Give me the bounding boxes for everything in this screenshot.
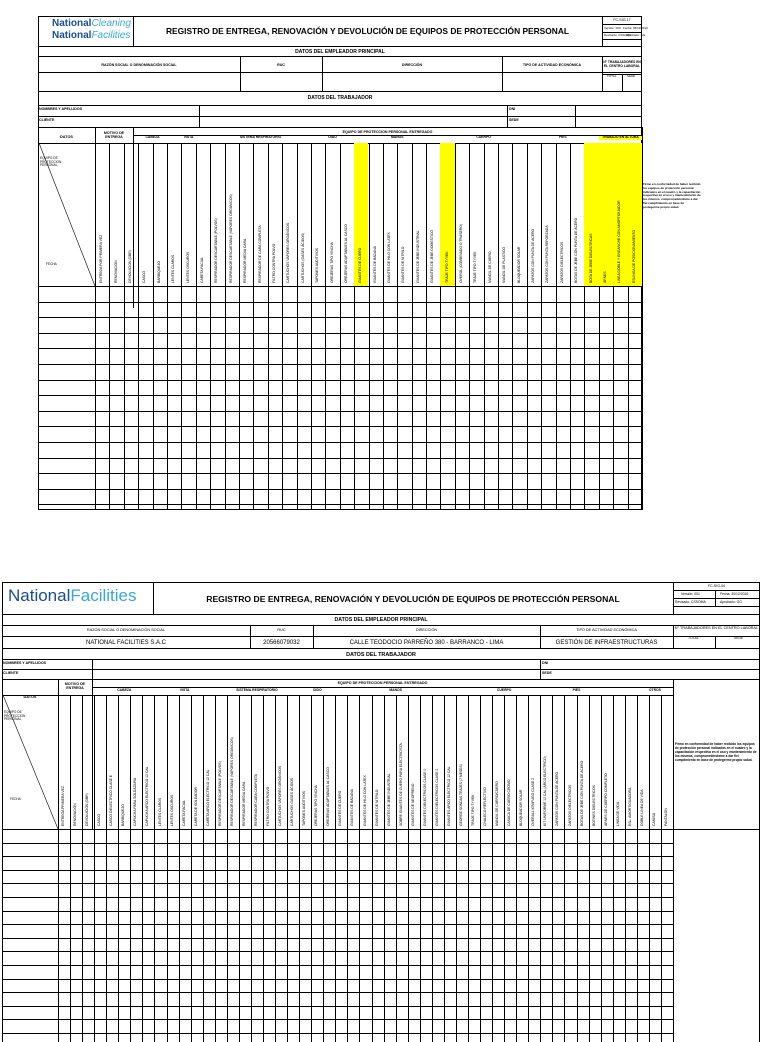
epp-column-label: CARETA DE SOLDADOR (193, 787, 198, 826)
label-dni: DNI (542, 661, 549, 665)
meta-approved: Aprobado: GG (720, 600, 742, 604)
sheet2-column-header-svg (0, 582, 760, 1042)
table-row (38, 504, 642, 505)
meta-reviewed: Revisado: CSSOMA (675, 600, 706, 604)
label-nombres: NOMBRES Y APELLIDOS (3, 661, 47, 665)
epp-column-label: CARETA FACIAL (199, 257, 204, 283)
value-razon-social: NATIONAL FACILITIES S.A.C (85, 640, 167, 646)
meta-date: Fecha: 05/11/2016 (623, 26, 648, 30)
epp-column-label: CAPUCHA PARA SOLDADURA (133, 777, 138, 826)
form-title: REGISTRO DE ENTREGA, RENOVACIÓN Y DEVOLUCIÓN DE EQUIPOS DE PROTECCIÓN PERSONAL (166, 26, 569, 36)
group-header: MANOS (389, 688, 402, 692)
label-datos: DATOS (23, 695, 37, 699)
epp-column-label: CARTUCHOS GASES ÁCIDOS (290, 778, 295, 826)
epp-column-label: RENOVACION (113, 260, 118, 283)
group-header: VISTA (183, 135, 194, 139)
form-code: FC-SIG-17 (613, 18, 631, 22)
table-row (38, 395, 642, 396)
epp-column-label: GUANTES DE BADANA (350, 789, 355, 826)
epp-column-label: RESPIRADOR MEDIA CARA (241, 781, 246, 826)
epp-column-label: ESL. AMORTIGUADORA (627, 787, 632, 826)
logo: NationalCleaning (52, 18, 131, 29)
epp-column-label: CASCO (97, 813, 102, 826)
epp-column-label: LINEA DE VIDA (615, 801, 620, 826)
form-title: REGISTRO DE ENTREGA, RENOVACIÓN Y DEVOLUCIÓN DE EQUIPOS DE PROTECCIÓN PERSONAL (206, 594, 620, 604)
epp-column-label: LENTES OSCUROS (169, 794, 174, 826)
table-row (38, 302, 642, 303)
epp-column-label: DOBLE LINEA DE VIDA (639, 789, 644, 826)
diag-label-epp: EQUIPO DE PROTECCION PERSONAL (40, 156, 62, 168)
epp-column-label: CARTUCHOS VAPORES ORGÁNICOS (278, 765, 283, 826)
epp-column-label: GUANTES DE HILO CON LATEX (362, 775, 367, 826)
table-row (38, 458, 642, 459)
epp-column-label: GUANTES DE NITRILO (401, 246, 406, 283)
epp-column-label: GUANTES DE NEOPRENO (410, 783, 415, 826)
table-row (38, 364, 642, 365)
epp-column-label: CASACA DE CUERO CROMO (507, 779, 512, 826)
sub-sede: SEDE (627, 74, 636, 78)
table-row (38, 380, 642, 381)
epp-column-label: OREJERAS TIPO VINCHA (314, 785, 319, 826)
epp-column-label: CAPUCHA ARCO ELECTRICO 12 CAL (145, 766, 150, 826)
group-header: TRABAJO EN ALTURA (599, 136, 642, 140)
epp-column-label: CHALECO REFLECTIVO (483, 787, 488, 826)
epp-column-label: ENTREGA PRIMERA VEZ (61, 786, 66, 826)
table-row (38, 411, 642, 412)
meta-version: Versión: 001 (681, 592, 700, 596)
epp-column-label: CARTUCHOS VAPORES ORGÁNICOS (286, 222, 291, 283)
epp-column-label: GUANTES DE JEBE INDUSTRIAL (415, 230, 420, 283)
col-razon-social: RAZÓN SOCIAL O DENOMINACIÓN SOCIAL (101, 63, 177, 67)
epp-column-label: GUANTES DE BADANA (372, 246, 377, 283)
value-ruc: 20566079032 (263, 640, 300, 646)
diag-label-fecha: FECHA (46, 262, 57, 266)
signature-note: Firmo en conformidad de haber recibido los equipos de protección personal indicados en el cuadro y la capacitación respectiva en el uso y mantenimiento de los mismos, comprometiéndome a dar fiel cumplimiento en base de protegerme propio salud. (643, 182, 701, 209)
epp-column-label: BLOQUEADOR SOLAR (519, 789, 524, 826)
epp-column-label: BOTINES DIELECTRICOS (591, 785, 596, 826)
group-header: SISTEMA RESPIRATORIO (239, 135, 282, 139)
table-row (2, 843, 673, 844)
table-row (2, 856, 673, 857)
form-sheet-2 (0, 582, 759, 1024)
epp-column-label: BOTA DE JEBE DIELECTRICAS (588, 233, 593, 283)
epp-column-label: PANTALON (663, 808, 668, 826)
group-header: CUERPO (476, 135, 491, 139)
group-header: MANOS (390, 135, 404, 139)
epp-column-label: ZAPATOS DIELECTRICOS (559, 241, 564, 283)
epp-column-label: RESPIRADOR DESCARTABLE (POLVOS) (217, 761, 222, 826)
col-trabajadores: N° TRABAJADORES EN EL CENTRO LABORAL (603, 60, 641, 68)
epp-column-label: CAMISA (651, 813, 656, 826)
table-row (2, 1033, 673, 1034)
diag-label-epp: EQUIPO DE PROTECCION PERSONAL (4, 710, 26, 722)
epp-column-label: BOTAS DE JEBE CON PUNTA DE ACERO (574, 217, 579, 283)
epp-column-label: RENOVACIÓN (73, 803, 78, 826)
epp-column-label: ZAPATOS CON PUNTA REFORZADA (545, 225, 550, 283)
epp-column-label: TAPONES AUDITIVOS (315, 248, 320, 283)
epp-column-label: CARETA ARCO ELECTRICO 12 CAL (205, 769, 210, 826)
meta-version: Versión: 003 (604, 26, 621, 30)
table-row (38, 442, 642, 443)
table-row (38, 473, 642, 474)
epp-column-label: RESPIRADOR CARA COMPLETA (253, 774, 258, 826)
epp-column-label: ARNES (603, 271, 607, 283)
label-sede: SEDE (509, 118, 519, 122)
table-row (2, 924, 673, 925)
label-cliente: CLIENTE (39, 118, 55, 122)
sub-total: TOTAL (607, 74, 617, 78)
group-header: VISTA (179, 688, 190, 692)
epp-column-label: RESPIRADOR DE CARA COMPLETA (257, 225, 262, 283)
table-row (2, 1006, 673, 1007)
epp-column-label: GUANTES DE HILO CON LATEX (387, 232, 392, 283)
label-datos: DATOS (60, 135, 73, 139)
epp-column-label: RESPIRADOR MEDIA CARA (243, 238, 248, 283)
epp-column-label: ZAPATOS CON PUNTA DE ACERO (555, 771, 560, 826)
table-row (2, 979, 673, 980)
table-row (38, 348, 642, 349)
label-nombres: NOMBRES Y APELLIDOS (39, 107, 83, 111)
form-code: FC-SIG-04 (707, 584, 726, 588)
epp-column-label: OVERALL IGNIFUGO CLASE 2 (531, 777, 536, 826)
table-row (2, 938, 673, 939)
col-direccion: DIRECCIÓN (415, 628, 438, 632)
group-header: CABEZA (145, 135, 160, 139)
table-row (38, 426, 642, 427)
table-row (38, 317, 642, 318)
epp-column-label: MANDIL DE CUERO (487, 251, 492, 283)
epp-column-label: OVEROL (COMBINADO O TRASERO) (459, 224, 464, 283)
epp-column-label: KIT UNIFORME 12 CAL (ARCO ELECTRICO) (543, 756, 548, 826)
epp-column-label: LENTES OSCUROS (185, 251, 190, 283)
table-row (2, 897, 673, 898)
label-dni: DNI (509, 107, 516, 111)
epp-column-label: GUANTES DE CUERO (338, 790, 343, 826)
epp-column-label: FILTRO CONTRA POLVO (266, 786, 271, 826)
col-direccion: DIRECCIÓN (401, 63, 423, 67)
group-header: OIDO (312, 688, 322, 692)
epp-column-label: GEORGE SONDAS TRAJES (7 MESES) (458, 764, 463, 826)
employer-header: DATOS DEL EMPLEADOR PRINCIPAL (295, 49, 385, 55)
label-motivo: MOTIVO DE ENTREGA (64, 682, 86, 690)
epp-column-label: MANDIL DE CUERO/CUERO (495, 781, 500, 826)
epp-column-label: MANDIL DE PLASTICO (502, 246, 507, 283)
table-row (2, 951, 673, 952)
epp-column-label: CARETA FACIAL (181, 800, 186, 826)
col-ruc: RUC (277, 63, 285, 67)
col-razon-social: RAZÓN SOCIAL O DENOMINACIÓN SOCIAL (86, 628, 166, 632)
sub-total: TOTAL (688, 636, 699, 640)
epp-column-label: ESLINGA DE POSICIONAMIENTO (631, 229, 636, 283)
col-trabajadores: N° TRABAJADORES EN EL CENTRO LABORAL (674, 626, 759, 630)
epp-column-label: RESPIRADOR DESCARTABLE (POLVOS) (214, 218, 219, 283)
epp-header: EQUIPO DE PROTECCION PERSONAL ENTREGADO (337, 681, 428, 685)
epp-column-label: LENTES CLAROS (157, 797, 162, 826)
table-row (2, 911, 673, 912)
epp-column-label: GUANTES DE JEBE DOMESTICO (430, 230, 435, 283)
col-actividad: TIPO DE ACTIVIDAD ECONÓMICA (522, 63, 582, 67)
worker-header: DATOS DEL TRABAJADOR (307, 95, 373, 101)
epp-column-label: LINEA DOBLE Y ENGANCHE CON AMORTIGUADOR (617, 200, 622, 283)
form-sheet-1 (38, 16, 701, 516)
group-header: SISTEMA RESPIRATORIO (236, 688, 278, 692)
epp-column-label: OREJERAS TIPO VINCHA (329, 242, 334, 283)
epp-column-label: OREJERAS ADAPTABLES AL CASCO (343, 224, 348, 283)
epp-column-label: GUANTES DE NITRILO (374, 789, 379, 826)
diag-label-fecha: FECHA (10, 797, 21, 801)
epp-column-label: ZAPATOS CON PUNTA DE ACERO (531, 228, 536, 283)
epp-column-label: DEVOLUCION (DBR) (127, 250, 132, 283)
epp-column-label: TRAJE TIPO TYVEK (471, 794, 476, 826)
epp-column-label: TAPONES AUDITIVOS (302, 791, 307, 826)
epp-column-label: TRAJE TIPO TYVEK (444, 251, 449, 283)
table-row (2, 1019, 673, 1020)
epp-column-label: DEVOLUCIÓN (DBR) (85, 793, 90, 826)
signature-note: Firmo en conformidad de haber recibido los equipos de protección personal indicados en el cuadro y la capacitación respectiva en el uso y mantenimiento de los mismos, comprometiéndome a dar fiel cumplimiento en base de protegerme propio salud. (675, 742, 757, 762)
epp-column-label: BARBIQUEJO (121, 804, 126, 826)
epp-column-label: GUANTES DIELECTRICOS CLASE 2 (434, 768, 439, 826)
meta-approved: Aprobado: GG (626, 33, 646, 37)
epp-column-label: BOTAS DE JEBE CON PUNTA DE ACERO (579, 760, 584, 826)
label-cliente: CLIENTE (3, 671, 19, 675)
epp-column-label: ZAPATOS DIELECTRICOS (567, 784, 572, 826)
group-header: CUERPO (496, 688, 512, 692)
worker-header: DATOS DEL TRABAJADOR (346, 652, 416, 658)
epp-column-label: SOBRE GUANTES DE CUERO PARA ELECTRICISTA (398, 743, 403, 826)
table-row (2, 965, 673, 966)
meta-reviewed: Revisado: CSSOMA (604, 33, 632, 37)
label-sede: SEDE (542, 671, 552, 675)
table-row (2, 870, 673, 871)
table-row (2, 883, 673, 884)
meta-date: Fecha: 30/12/2016 (720, 592, 749, 596)
col-actividad: TIPO DE ACTIVIDAD ECONÓMICA (576, 628, 637, 632)
epp-column-label: GUANTES DE CUERO (358, 247, 363, 283)
epp-column-label: ARNES DE CUERPO COMPLETO (603, 773, 608, 826)
logo-secondary: NationalFacilities (52, 30, 131, 41)
group-header: CABEZA (117, 688, 132, 692)
epp-column-label: CASCO (142, 270, 147, 283)
epp-column-label: LENTES CLAROS (171, 254, 176, 283)
epp-column-label: GUANTES DE JEBE INDUSTRIAL (386, 773, 391, 826)
employer-header: DATOS DEL EMPLEADOR PRINCIPAL (334, 617, 428, 623)
col-ruc: RUC (277, 628, 286, 632)
epp-column-label: FILTRO CONTRA POLVO (271, 243, 276, 283)
epp-column-label: RESPIRADOR DESCARTABLE (VAPORES ORGÁNICOS) (228, 194, 233, 283)
value-actividad: GESTIÓN DE INFRAESTRUCTURAS (555, 640, 658, 646)
table-row (2, 992, 673, 993)
group-header: PIES (572, 688, 581, 692)
epp-column-label: ENTREGA POR PRIMERA VEZ (99, 234, 104, 283)
group-header: PIES (558, 135, 567, 139)
logo: NationalFacilities (8, 586, 137, 605)
group-header: OIDO (328, 135, 337, 139)
table-row (38, 333, 642, 334)
epp-column-label: GUANTES ARCO ELECTRICO 12 CAL (446, 766, 451, 826)
epp-column-label: CARTUCHOS (GASES ÁCIDOS) (300, 232, 305, 283)
epp-column-label: OREJERAS ADAPTABLES AL CASCO (326, 767, 331, 826)
epp-column-label: TRAJE TIPO TYVEK (473, 251, 478, 283)
epp-column-label: GUANTES DIELECTRICOS CLASE 0 (422, 768, 427, 826)
label-motivo: MOTIVO DE ENTREGA (103, 131, 125, 139)
sub-sede: SEDE (734, 636, 744, 640)
epp-column-label: BARBIQUEJO (156, 261, 161, 283)
epp-column-label: RESPIRADOR DESCARTABLE (VAPORES ORGÁNICOS) (229, 737, 234, 826)
value-direccion: CALLE TEODOCIO PARREÑO 380 - BARRANCO - LIMA (349, 640, 504, 646)
epp-column-label: BLOQUEADOR SOLAR (516, 246, 521, 283)
epp-header: EQUIPO DE PROTECCION PERSONAL ENTREGADO (342, 130, 433, 134)
table-row (38, 489, 642, 490)
group-header: OTROS (648, 688, 661, 692)
epp-column-label: CASCO DIELECTRICO CLASE E (109, 774, 114, 826)
